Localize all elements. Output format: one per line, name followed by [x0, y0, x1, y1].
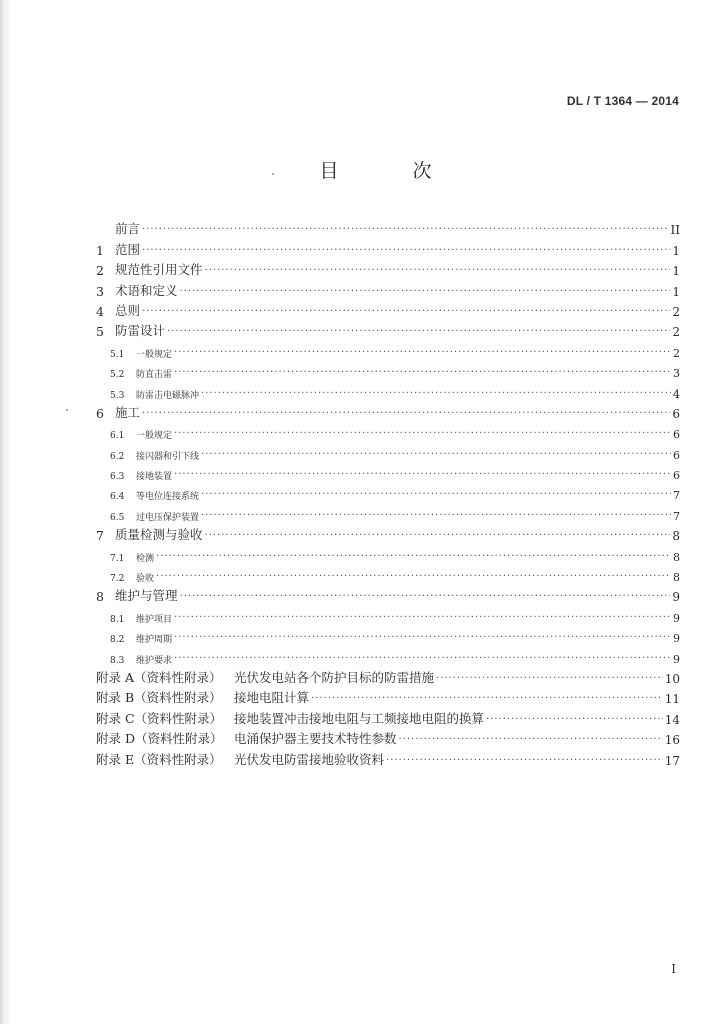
- toc-entry[interactable]: [96, 747, 680, 767]
- dot-leader: [311, 693, 663, 704]
- toc-entry[interactable]: [96, 319, 680, 339]
- table-of-contents: [96, 217, 680, 768]
- toc-entry[interactable]: [96, 666, 680, 686]
- toc-entry-number: 3: [96, 283, 104, 299]
- toc-entry-number: 附录 E（资料性附录）: [96, 751, 222, 767]
- toc-entry-page: 9: [673, 632, 680, 646]
- toc-entry[interactable]: [96, 727, 680, 747]
- dot-leader: [174, 653, 671, 664]
- toc-entry[interactable]: [96, 564, 680, 584]
- toc-entry-page: 2: [673, 346, 680, 360]
- toc-entry-page: 1: [672, 284, 680, 299]
- toc-entry[interactable]: [96, 401, 680, 421]
- dot-leader: [486, 714, 663, 725]
- toc-entry-label: 施工: [115, 404, 141, 420]
- toc-entry-page: 17: [664, 753, 680, 768]
- page-number: I: [671, 962, 676, 976]
- toc-entry-label: 检测: [136, 553, 155, 564]
- dot-leader: [180, 286, 671, 297]
- dot-leader: [174, 347, 671, 358]
- toc-entry-label: 总则: [115, 302, 141, 318]
- toc-entry-page: 9: [673, 611, 680, 625]
- toc-entry[interactable]: [96, 604, 680, 624]
- toc-entry-label: 接地装置: [136, 472, 173, 483]
- toc-entry-page: 6: [672, 406, 680, 421]
- dot-leader: [156, 551, 671, 562]
- toc-entry-label: 维护要求: [136, 655, 173, 666]
- toc-entry-label: 术语和定义: [115, 282, 178, 298]
- toc-entry-label: 接地电阻计算: [234, 690, 310, 706]
- toc-entry-number: 6.3: [110, 472, 125, 483]
- toc-entry-number: 8: [96, 589, 104, 605]
- toc-entry-number: 5.2: [110, 370, 125, 381]
- toc-entry-number: 7: [96, 528, 104, 544]
- toc-entry-number: 附录 B（资料性附录）: [96, 690, 222, 706]
- toc-entry-label: 前言: [115, 221, 141, 237]
- toc-entry-number: 8.3: [110, 655, 125, 666]
- toc-entry-page: 7: [673, 489, 680, 503]
- toc-entry[interactable]: [96, 421, 680, 441]
- toc-entry-number: 附录 C（资料性附录）: [96, 710, 223, 726]
- toc-entry-label: 防雷设计: [115, 323, 166, 339]
- toc-entry[interactable]: [96, 380, 680, 400]
- toc-entry-number: 5: [96, 324, 104, 340]
- toc-entry-number: 5.3: [110, 390, 125, 401]
- toc-entry[interactable]: [96, 625, 680, 645]
- toc-entry-label: 过电压保护装置: [136, 512, 200, 523]
- toc-entry[interactable]: [96, 258, 680, 278]
- toc-entry-number: 附录 A（资料性附录）: [96, 669, 222, 685]
- dot-leader: [201, 388, 671, 399]
- toc-entry-number: 附录 D（资料性附录）: [96, 731, 223, 747]
- toc-entry-label: 光伏发电站各个防护目标的防雷措施: [234, 669, 435, 685]
- toc-entry[interactable]: [96, 523, 680, 543]
- toc-entry-page: 1: [672, 243, 680, 258]
- toc-entry-label: 范围: [115, 241, 141, 257]
- toc-entry-label: 维护与管理: [115, 588, 178, 604]
- dot-leader: [436, 673, 663, 684]
- dot-leader: [205, 265, 671, 276]
- toc-entry-number: 7.1: [110, 553, 125, 564]
- toc-entry-page: 8: [673, 550, 680, 564]
- toc-entry-number: 6.5: [110, 512, 125, 523]
- toc-entry[interactable]: [96, 645, 680, 665]
- dot-leader: [142, 245, 670, 256]
- toc-entry-number: 6.1: [110, 431, 125, 442]
- scan-speck: [66, 409, 68, 411]
- toc-entry-page: 10: [664, 671, 680, 686]
- dot-leader: [205, 530, 671, 541]
- toc-entry-label: 验收: [136, 574, 155, 585]
- dot-leader: [167, 326, 670, 337]
- toc-entry[interactable]: [96, 543, 680, 563]
- toc-entry-label: 接地装置冲击接地电阻与工频接地电阻的换算: [234, 710, 485, 726]
- toc-entry-page: 2: [672, 304, 680, 319]
- dot-leader: [142, 224, 669, 235]
- toc-entry-number: 8.1: [110, 614, 125, 625]
- toc-entry[interactable]: [96, 706, 680, 726]
- toc-entry-label: 维护周期: [136, 635, 173, 646]
- dot-leader: [180, 591, 671, 602]
- toc-entry-label: 防雷击电磁脉冲: [136, 390, 200, 401]
- toc-entry[interactable]: [96, 584, 680, 604]
- toc-entry-label: 维护项目: [136, 614, 173, 625]
- toc-entry-number: 4: [96, 303, 104, 319]
- dot-leader: [399, 734, 663, 745]
- toc-entry[interactable]: [96, 441, 680, 461]
- toc-entry-page: 16: [664, 733, 680, 748]
- scan-edge-shadow: [0, 0, 12, 1024]
- toc-entry[interactable]: [96, 482, 680, 502]
- toc-entry-label: 一般规定: [136, 349, 173, 360]
- toc-entry-label: 防直击雷: [136, 370, 173, 381]
- dot-leader: [174, 367, 671, 378]
- dot-leader: [156, 571, 671, 582]
- toc-entry-number: 8.2: [110, 635, 125, 646]
- toc-entry-label: 光伏发电防雷接地验收资料: [234, 751, 385, 767]
- toc-entry[interactable]: [96, 686, 680, 706]
- toc-entry-number: 1: [96, 242, 104, 258]
- toc-entry-label: 一般规定: [136, 431, 173, 442]
- toc-entry-number: 5.1: [110, 349, 125, 360]
- dot-leader: [201, 489, 671, 500]
- toc-entry-page: 2: [672, 325, 680, 340]
- dot-leader: [174, 632, 671, 643]
- toc-entry-number: 6.4: [110, 492, 125, 503]
- dot-leader: [174, 428, 671, 439]
- toc-entry[interactable]: [96, 299, 680, 319]
- toc-entry-page: II: [670, 223, 680, 238]
- toc-entry-page: 7: [673, 509, 680, 523]
- toc-entry-page: 9: [673, 652, 680, 666]
- dot-leader: [142, 306, 670, 317]
- toc-entry-label: 规范性引用文件: [115, 262, 203, 278]
- toc-entry-page: 6: [673, 448, 680, 462]
- dot-leader: [201, 449, 671, 460]
- toc-entry[interactable]: [96, 339, 680, 359]
- toc-entry[interactable]: [96, 217, 680, 237]
- toc-entry-page: 4: [673, 387, 680, 401]
- toc-entry-page: 1: [672, 264, 680, 279]
- toc-entry-label: 质量检测与验收: [115, 527, 203, 543]
- dot-leader: [174, 469, 671, 480]
- standard-code: DL / T 1364 — 2014: [566, 94, 679, 108]
- toc-entry-page: 9: [672, 590, 680, 605]
- toc-entry-page: 6: [673, 428, 680, 442]
- dot-leader: [201, 510, 671, 521]
- toc-entry-number: 6.2: [110, 451, 125, 462]
- toc-entry[interactable]: [96, 462, 680, 482]
- dot-leader: [386, 755, 663, 766]
- toc-entry-label: 电涌保护器主要技术特性参数: [234, 731, 397, 747]
- toc-entry-page: 3: [673, 367, 680, 381]
- dot-leader: [142, 408, 670, 419]
- toc-entry-page: 8: [673, 571, 680, 585]
- toc-entry-label: 等电位连接系统: [136, 492, 200, 503]
- toc-entry-number: 6: [96, 405, 104, 421]
- toc-entry[interactable]: [96, 237, 680, 257]
- toc-entry-page: 11: [664, 692, 680, 707]
- toc-entry-number: 7.2: [110, 574, 125, 585]
- scan-speck: [272, 173, 274, 175]
- dot-leader: [174, 612, 671, 623]
- toc-entry-number: 2: [96, 263, 104, 279]
- toc-entry-page: 8: [672, 529, 680, 544]
- toc-entry-page: 14: [664, 712, 680, 727]
- toc-entry[interactable]: [96, 502, 680, 522]
- toc-entry[interactable]: [96, 278, 680, 298]
- toc-entry[interactable]: [96, 360, 680, 380]
- page-title: 目 次: [319, 160, 466, 182]
- toc-entry-label: 接闪器和引下线: [136, 451, 200, 462]
- toc-entry-page: 6: [673, 469, 680, 483]
